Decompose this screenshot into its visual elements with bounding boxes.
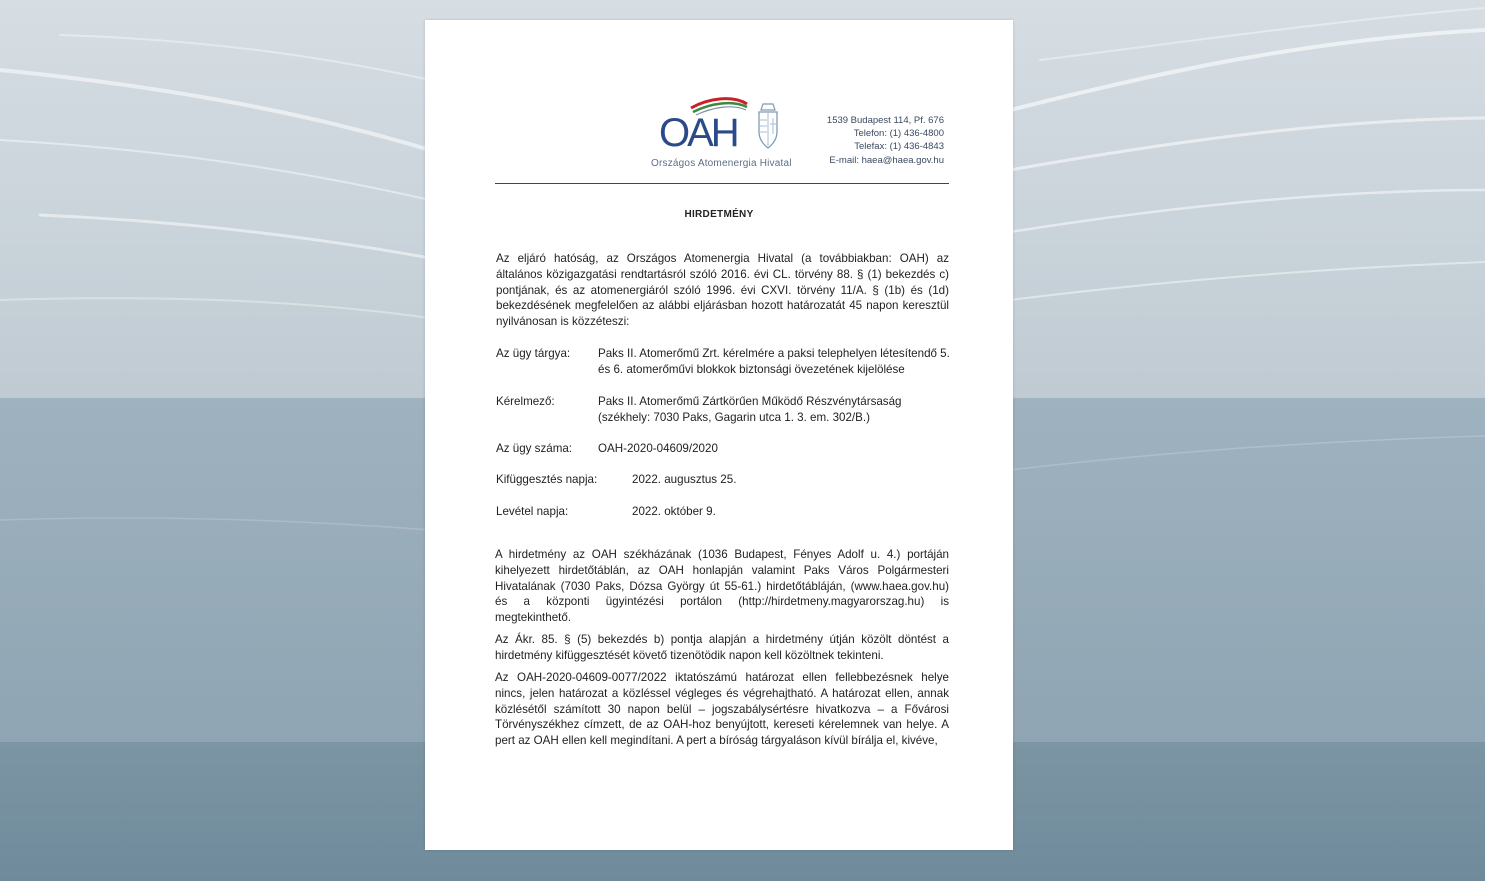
removal-date-label: Levétel napja: [496,505,569,518]
contact-block [827,114,944,167]
case-number-field [496,441,950,457]
email: E-mail: haea@haea.gov.hu [829,154,944,166]
phone: Telefon: (1) 436-4800 [853,128,944,140]
appeal-paragraph: Az OAH-2020-04609-0077/2022 iktatószámú határozat ellen fellebbezésnek helye nincs, jelen határozat a közléssel végleges és végrehajtható. A határozat ellen, annak közlésétől számított 30 napon belül – jogszabálysértésre hivatkozva – a Fővárosi Törvényszékhez címzett, de az OAH-hoz benyújtott, kereseti kérelemnek van helye. A pert az OAH ellen kell megindítani. A pert a bíróság tárgyaláson kívül bírálja el, kivéve, [495,671,949,748]
header-divider [495,183,949,184]
fax: Telefax: (1) 436-4843 [854,141,944,153]
posted-date-value: 2022. augusztus 25. [632,473,737,486]
svg-text:OAH: OAH [659,111,737,155]
posted-date-label: Kifüggesztés napja: [496,473,598,486]
address: 1539 Budapest 114, Pf. 676 [826,115,944,126]
subject-value: Paks II. Atomerőmű Zrt. kérelmére a paksi telephelyen létesítendő 5. és 6. atomerőművi blokkok biztonsági övezetének kijelölése [598,347,950,376]
removal-date-field [496,504,950,520]
document-page [425,20,1013,850]
delivery-paragraph: Az Ákr. 85. § (5) bekezdés b) pontja alapján a hirdetmény útján közölt döntést a hirdetmény kifüggesztését követő tizenötödik napon kell közöltnek tekinteni. [495,633,949,662]
availability-paragraph: A hirdetmény az OAH székházának (1036 Budapest, Fényes Adolf u. 4.) portáján kihelyezett hirdetőtáblán, az OAH honlapján valamint Paks Város Polgármesteri Hivatalának (7030 Paks, Dózsa György út 55-61.) hirdetőtábláján, (www.haea.gov.hu) és a központi ügyintézési portálon (http://hirdetmeny.magyarorszag.hu) is megtekinthető. [495,548,949,625]
subject-field [496,346,950,378]
posted-date-field [496,472,950,488]
document-title: HIRDETMÉNY [684,209,754,220]
applicant-value: Paks II. Atomerőmű Zártkörűen Működő Részvénytársaság (székhely: 7030 Paks, Gagarin utca 1. 3. em. 302/B.) [598,395,902,424]
intro-paragraph: Az eljáró hatóság, az Országos Atomenergia Hivatal (a továbbiakban: OAH) az általános közigazgatási rendtartásról szóló 2016. évi CL. törvény 88. § (1) bekezdés c) pontjának, és az atomenergiáról szóló 1996. évi CXVI. törvény 11/A. § (1b) és (1d) bekezdésének megfelelően az alábbi eljárásban hozott határozatát 45 napon keresztül nyilvánosan is közzéteszi: [496,252,949,329]
agency-name: Országos Atomenergia Hivatal [651,158,792,169]
removal-date-value: 2022. október 9. [632,505,716,518]
case-number-value: OAH-2020-04609/2020 [598,442,718,455]
coat-of-arms-icon [755,102,781,150]
subject-label: Az ügy tárgya: [496,347,571,360]
applicant-field [496,394,950,426]
case-number-label: Az ügy száma: [496,442,573,455]
applicant-label: Kérelmező: [496,395,555,408]
